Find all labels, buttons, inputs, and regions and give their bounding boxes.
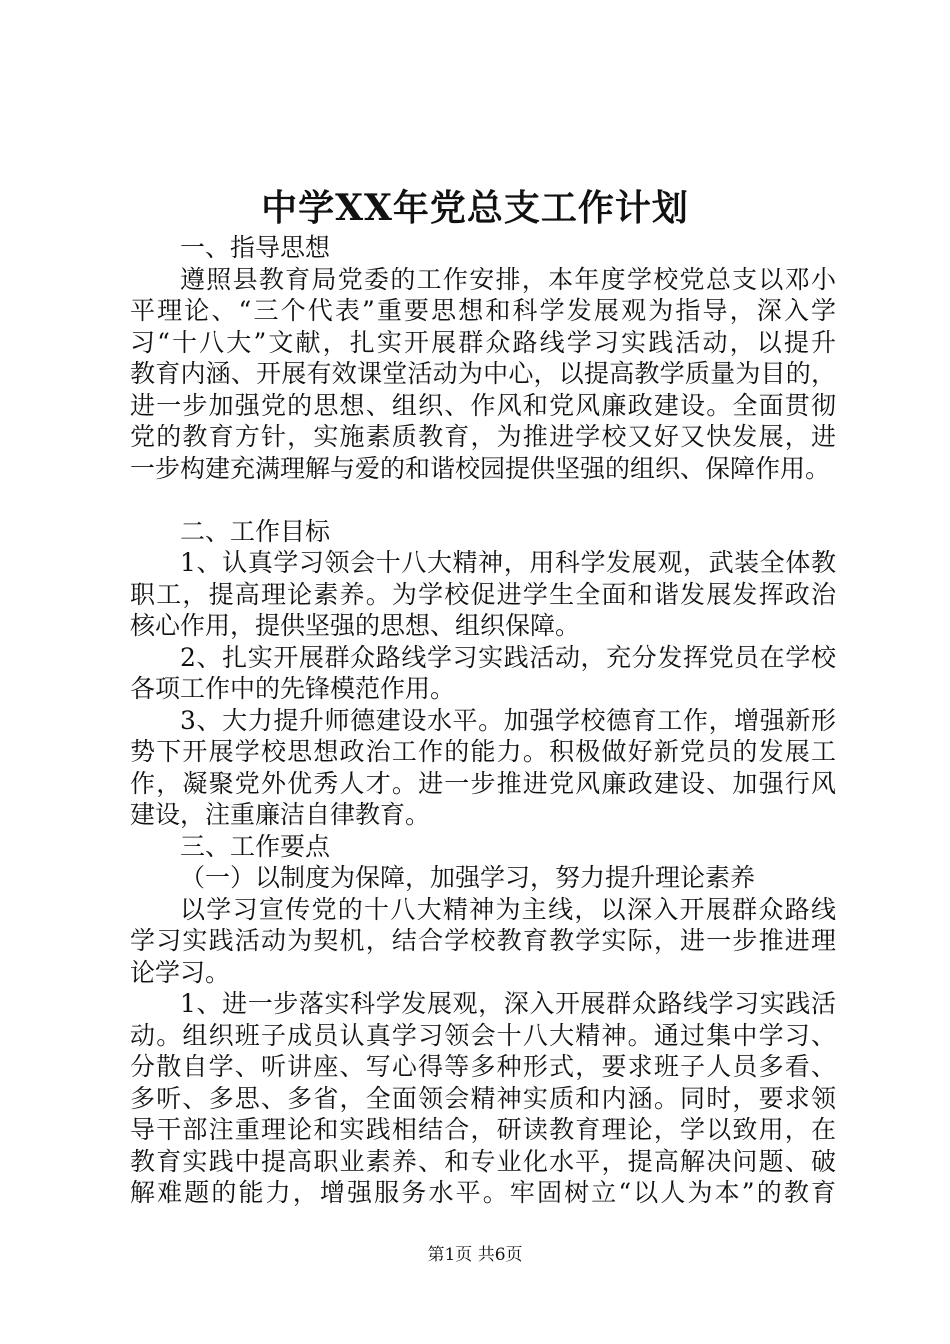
paragraph-line: 教育内涵、开展有效课堂活动为中心，以提高教学质量为目的， [130, 359, 836, 388]
section-heading-work-points: 三、工作要点 [180, 831, 331, 861]
paragraph-line: 分散自学、听讲座、写心得等多种形式，要求班子人员多看、 [130, 1052, 836, 1081]
paragraph-line: 以学习宣传党的十八大精神为主线，以深入开展群众路线 [180, 894, 836, 924]
paragraph-line: 论学习。 [130, 957, 231, 987]
paragraph-line: 核心作用，提供坚强的思想、组织保障。 [130, 611, 581, 640]
paragraph-line: 一步构建充满理解与爱的和谐校园提供坚强的组织、保障作用。 [130, 453, 831, 483]
paragraph-line: 势下开展学校思想政治工作的能力。积极做好新党员的发展工 [130, 737, 836, 766]
paragraph-line: 导干部注重理论和实践相结合，研读教育理论，学以致用，在 [130, 1115, 836, 1144]
paragraph-line: 解难题的能力，增强服务水平。牢固树立“以人为本”的教育 [130, 1178, 836, 1207]
paragraph-line: 动。组织班子成员认真学习领会十八大精神。通过集中学习、 [130, 1020, 836, 1050]
paragraph-line: 1、认真学习领会十八大精神，用科学发展观，武装全体教 [180, 548, 836, 577]
paragraph-gap [130, 484, 836, 516]
paragraph-line: 作，凝聚党外优秀人才。进一步推进党风廉政建设、加强行风 [130, 768, 836, 798]
section-heading-work-goals: 二、工作目标 [180, 516, 331, 546]
document-title: 中学XX年党总支工作计划 [261, 187, 689, 229]
paragraph-line: 学习实践活动为契机，结合学校教育教学实际，进一步推进理 [130, 926, 836, 955]
page-footer: 第1页 共6页 [427, 1245, 523, 1265]
paragraph-line: 2、扎实开展群众路线学习实践活动，充分发挥党员在学校 [180, 642, 836, 672]
paragraph-line: 教育实践中提高职业素养、和专业化水平，提高解决问题、破 [130, 1146, 836, 1176]
paragraph-line: 平理论、“三个代表”重要思想和科学发展观为指导，深入学 [130, 296, 836, 325]
paragraph-line: 各项工作中的先锋模范作用。 [130, 674, 456, 703]
paragraph-line: 3、大力提升师德建设水平。加强学校德育工作，增强新形 [180, 705, 836, 735]
section-heading-guiding-ideology: 一、指导思想 [180, 233, 331, 262]
subsection-heading: （一）以制度为保障，加强学习，努力提升理论素养 [180, 863, 756, 892]
paragraph-line: 职工，提高理论素养。为学校促进学生全面和谐发展发挥政治 [130, 579, 836, 609]
paragraph-line: 1、进一步落实科学发展观，深入开展群众路线学习实践活 [180, 989, 836, 1018]
paragraph-line: 党的教育方针，实施素质教育，为推进学校又好又快发展，进 [130, 422, 836, 451]
paragraph-line: 遵照县教育局党委的工作安排，本年度学校党总支以邓小 [180, 264, 836, 294]
paragraph-line: 建设，注重廉洁自律教育。 [130, 800, 431, 829]
document-body [130, 232, 836, 1209]
paragraph-line: 习“十八大”文献，扎实开展群众路线学习实践活动，以提升 [130, 327, 836, 357]
paragraph-line: 进一步加强党的思想、组织、作风和党风廉政建设。全面贯彻 [130, 390, 836, 420]
paragraph-line: 多听、多思、多省，全面领会精神实质和内涵。同时，要求领 [130, 1083, 836, 1113]
